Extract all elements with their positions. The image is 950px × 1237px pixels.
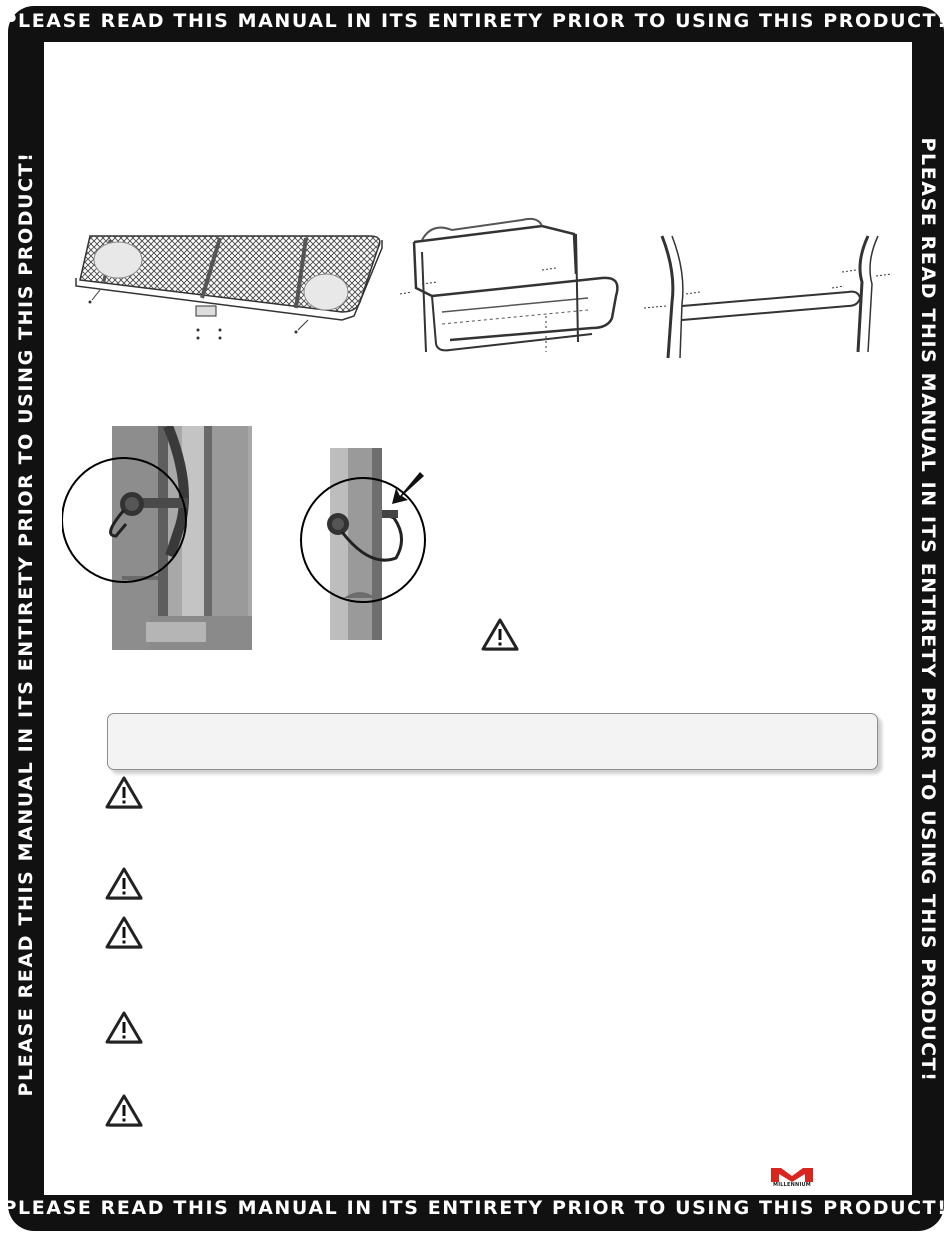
- logo-brand-text: MILLENNIUM: [773, 1182, 811, 1188]
- warning-triangle-icon: [104, 867, 144, 903]
- left-banner: PLEASE READ THIS MANUAL IN ITS ENTIRETY PRIOR TO USING THIS PRODUCT!: [15, 151, 37, 1097]
- footrest-bar-diagram: [636, 232, 898, 360]
- warning-triangle-icon: [104, 916, 144, 952]
- millennium-logo-mark: [767, 1164, 817, 1182]
- warning-triangle-icon: [104, 1011, 144, 1047]
- warning-triangle-icon: [104, 776, 144, 812]
- top-banner: PLEASE READ THIS MANUAL IN ITS ENTIRETY PRIOR TO USING THIS PRODUCT!: [2, 10, 948, 32]
- bottom-banner: PLEASE READ THIS MANUAL IN ITS ENTIRETY PRIOR TO USING THIS PRODUCT!: [2, 1197, 948, 1219]
- millennium-logo: [767, 1164, 817, 1194]
- platform-mesh-diagram: [70, 232, 390, 344]
- seat-frame-diagram: [392, 212, 630, 360]
- warning-triangle-icon: [480, 618, 520, 654]
- pin-detail-photo-2: [300, 448, 428, 640]
- right-banner: PLEASE READ THIS MANUAL IN ITS ENTIRETY PRIOR TO USING THIS PRODUCT!: [917, 137, 939, 1083]
- note-box: [107, 713, 878, 770]
- pin-detail-photo-1: [62, 426, 252, 650]
- warning-triangle-icon: [104, 1094, 144, 1130]
